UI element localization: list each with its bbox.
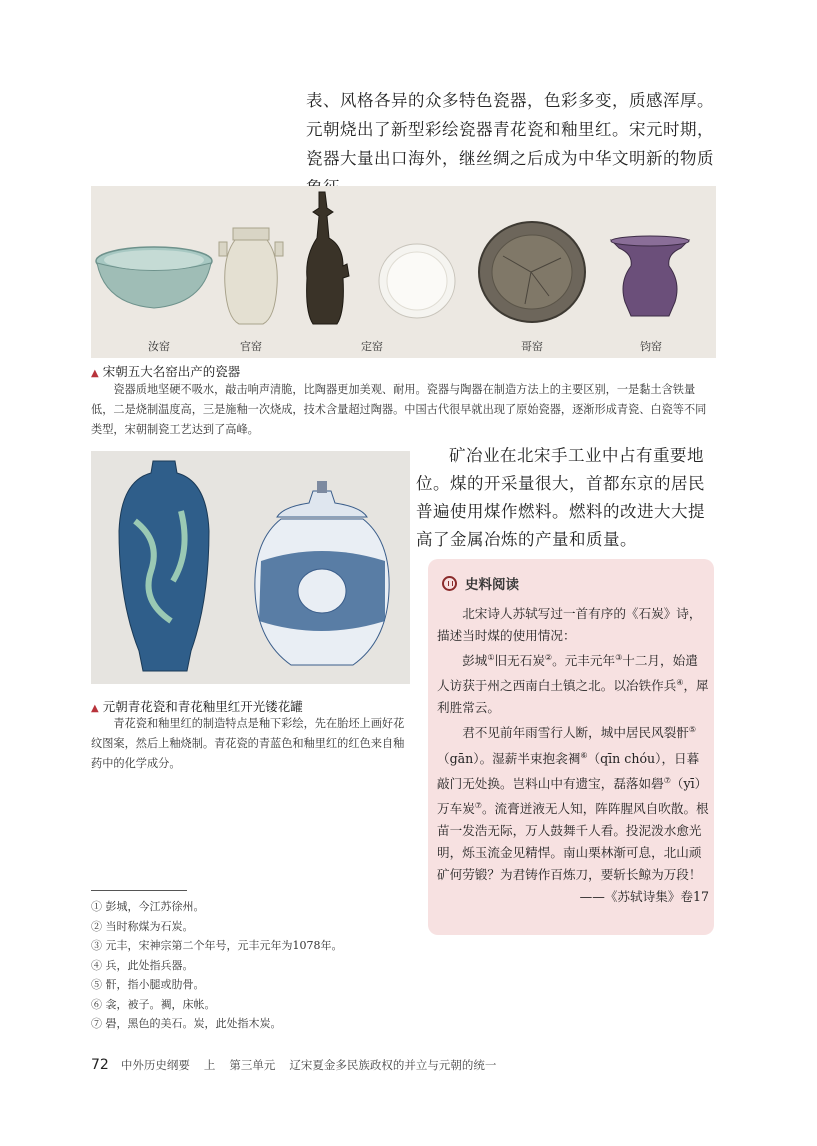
footnotes [91, 897, 343, 1034]
box-source: ——《苏轼诗集》卷17 [579, 889, 709, 905]
meiping-vase [119, 461, 209, 671]
unit-label: 第三单元 [229, 1058, 276, 1072]
page-number: 72 [91, 1057, 109, 1073]
box-paragraph-intro: 北宋诗人苏轼写过一首有序的《石炭》诗，描述当时煤的使用情况： [437, 606, 702, 643]
kiln-label-ding: 定窑 [361, 340, 383, 353]
book-title: 中外历史纲要 [120, 1058, 190, 1072]
unit-title: 辽宋夏金多民族政权的并立与元朝的统一 [289, 1058, 497, 1072]
kiln-label-jun: 钧窑 [640, 340, 662, 353]
figure1-caption-body: 瓷器质地坚硬不吸水，敲击响声清脆，比陶器更加美观、耐用。瓷器与陶器在制造方法上的主要区别，一是黏土含铁量低，二是烧制温度高，三是施釉一次烧成，技术含量超过陶器。中国古代很早就出现了原始瓷器，逐渐形成青瓷、白瓷等不同类型，宋朝制瓷工艺达到了高峰。 [91, 383, 707, 436]
caption-triangle-icon: ▲ [91, 368, 99, 379]
footnote: ① 彭城，今江苏徐州。 [91, 900, 205, 913]
figure2-caption-body: 青花瓷和釉里红的制造特点是釉下彩绘，先在胎坯上画好花纹图案，然后上釉烧制。青花瓷的青蓝色和釉里红的红色来自釉药中的化学成分。 [91, 717, 405, 770]
ru-kiln-bowl [96, 247, 212, 308]
yuan-porcelain-photo [91, 451, 410, 684]
footnote-divider [91, 890, 187, 891]
footnote: ⑦ 礐，黑色的美石。炭，此处指木炭。 [91, 1017, 282, 1030]
footnote: ⑤ 骭，指小腿或肋骨。 [91, 978, 205, 991]
volume-label: 上 [203, 1058, 216, 1072]
box-paragraph-preface: 彭城①旧无石炭②。元丰元年③十二月，始遣人访获于州之西南白土镇之北。以冶铁作兵④，犀利胜常云。 [437, 653, 709, 716]
box-title: 史料阅读 [442, 573, 519, 593]
box-paragraph-poem: 君不见前年雨雪行人断，城中居民风裂骭⑤（gān）。湿薪半束抱衾裯⑥（qīn chóu），日暮敲门无处换。岂料山中有遗宝，磊落如礐⑦（yī）万车炭⑦。流膏迸液无人知，阵阵腥风自吹散。根苗一发浩无际，万人鼓舞千人看。投泥泼水愈光明，烁玉流金见精悍。南山栗林渐可息，北山顽矿何劳锻？为君铸作百炼刀，要斩长鲸为万段！ [437, 725, 709, 883]
caption-triangle-icon: ▲ [91, 703, 99, 714]
intro-paragraph: 表、风格各异的众多特色瓷器，色彩多变，质感浑厚。元朝烧出了新型彩绘瓷器青花瓷和釉里红。宋元时期，瓷器大量出口海外，继丝绸之后成为中华文明新的物质 [306, 91, 714, 168]
jun-kiln-vessel [611, 236, 689, 316]
footnote: ② 当时称煤为石炭。 [91, 919, 194, 933]
footnote: ③ 元丰，宋神宗第二个年号，元丰元年为1078年。 [91, 939, 343, 952]
figure2-caption-title: ▲ 元朝青花瓷和青花釉里红开光镂花罐 [91, 699, 303, 714]
reading-icon [442, 576, 457, 591]
blue-white-illustration [91, 451, 410, 684]
footnote: ④ 兵，此处指兵器。 [91, 958, 194, 972]
mining-paragraph: 矿冶业在北宋手工业中占有重要地位。煤的开采量很大，首都东京的居民普遍使用煤作燃料。燃料的改进大大提高了金属冶炼的产量和质量。 [416, 446, 705, 549]
ge-kiln-plate [479, 222, 585, 322]
figure1-caption-title: ▲ 宋朝五大名窑出产的瓷器 [91, 364, 241, 379]
five-kilns-photo [91, 186, 716, 358]
porcelain-illustration [91, 186, 716, 358]
footnote: ⑥ 衾，被子。裯，床帐。 [91, 997, 216, 1011]
ding-kiln-bowl [379, 244, 455, 318]
covered-jar [255, 481, 389, 665]
box-body [437, 603, 709, 908]
page-footer [91, 1057, 510, 1073]
dark-ewer [307, 192, 349, 324]
kiln-label-ge: 哥窑 [521, 340, 543, 353]
kiln-label-ru: 汝窑 [148, 340, 170, 353]
kiln-label-guan: 官窑 [240, 340, 262, 353]
guan-kiln-vase [219, 228, 283, 324]
